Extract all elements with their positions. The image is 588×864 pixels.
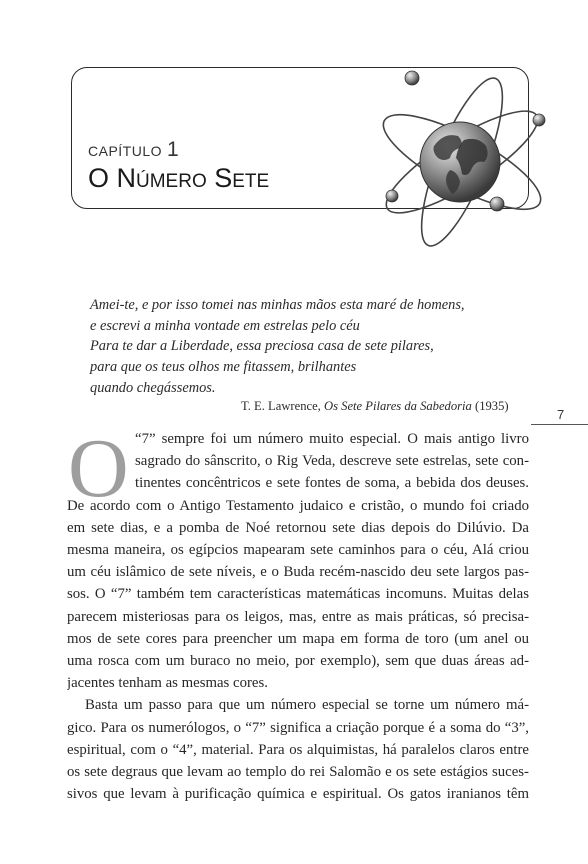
body-line: em sete dias, e a pomba de Noé retornou sete dias depois do Dilúvio. Da <box>67 519 529 536</box>
chapter-title: O Número Sete <box>88 163 270 193</box>
body-line: um céu islâmico de sete níveis, e o Buda recém-nascido deu sete largos pas- <box>67 564 529 581</box>
atom-globe-icon <box>372 58 550 248</box>
attribution-work: Os Sete Pilares da Sabedoria <box>324 399 472 413</box>
epigraph-line: para que os teus olhos me fitassem, brilhantes <box>90 359 357 376</box>
body-line: jacentes tenham as mesmas cores. <box>67 675 268 692</box>
body-line: espiritual, com o “4”, material. Para os alquimistas, há paralelos claros entre <box>67 741 529 758</box>
body-line: “7” sempre foi um número muito especial. O mais antigo livro <box>135 431 529 447</box>
body-line: mos de sete cores para preencher um mapa em forma de toro (um anel ou <box>67 630 529 647</box>
epigraph <box>90 295 520 399</box>
body-line: os sete degraus que levam ao templo do rei Salomão e os sete estágios suces- <box>67 764 529 781</box>
body-line: parecem misteriosas para os leigos, mas, entre as mais práticas, só precisa- <box>67 608 529 625</box>
attribution-year: (1935) <box>475 399 509 413</box>
body-line: sos. O “7” também tem características matemáticas incomuns. Muitas delas <box>67 586 529 603</box>
body-line: De acordo com o Antigo Testamento judaico e cristão, o mundo foi criado <box>67 497 529 514</box>
chapter-label-text: CAPÍTULO <box>88 143 163 159</box>
epigraph-line: Amei-te, e por isso tomei nas minhas mãos esta maré de homens, <box>90 297 465 313</box>
page-number-rule <box>531 424 588 425</box>
body-line: mesma maneira, os egípcios mapearam sete caminhos para o céu, Alá criou <box>67 542 529 559</box>
epigraph-line: e escrevi a minha vontade em estrelas pelo céu <box>90 317 360 334</box>
page-number: 7 <box>557 407 565 422</box>
chapter-label <box>88 138 179 162</box>
body-line: sivos que levam à purificação química e espiritual. Os gatos iranianos têm <box>67 786 529 803</box>
epigraph-attribution <box>241 399 571 414</box>
epigraph-line: quando chegássemos. <box>90 379 216 396</box>
body-line: Basta um passo para que um número especial se torne um número má- <box>85 697 529 714</box>
epigraph-line: Para te dar a Liberdade, essa preciosa casa de sete pilares, <box>90 338 434 355</box>
chapter-number: 1 <box>167 138 180 161</box>
body-line: gico. Para os numerólogos, o “7” significa a criação porque é a soma do “3”, <box>67 719 529 736</box>
body-text <box>67 422 529 805</box>
drop-cap: O <box>68 422 129 515</box>
body-line: tinentes concêntricos e sete fontes de soma, a bebida dos deuses. <box>135 475 529 492</box>
attribution-author: T. E. Lawrence, <box>241 399 321 413</box>
body-line: uma rosca com um buraco no meio, por exemplo), sem que duas áreas ad- <box>67 653 529 670</box>
body-line: sagrado do sânscrito, o Rig Veda, descreve sete estrelas, sete con- <box>135 453 529 470</box>
